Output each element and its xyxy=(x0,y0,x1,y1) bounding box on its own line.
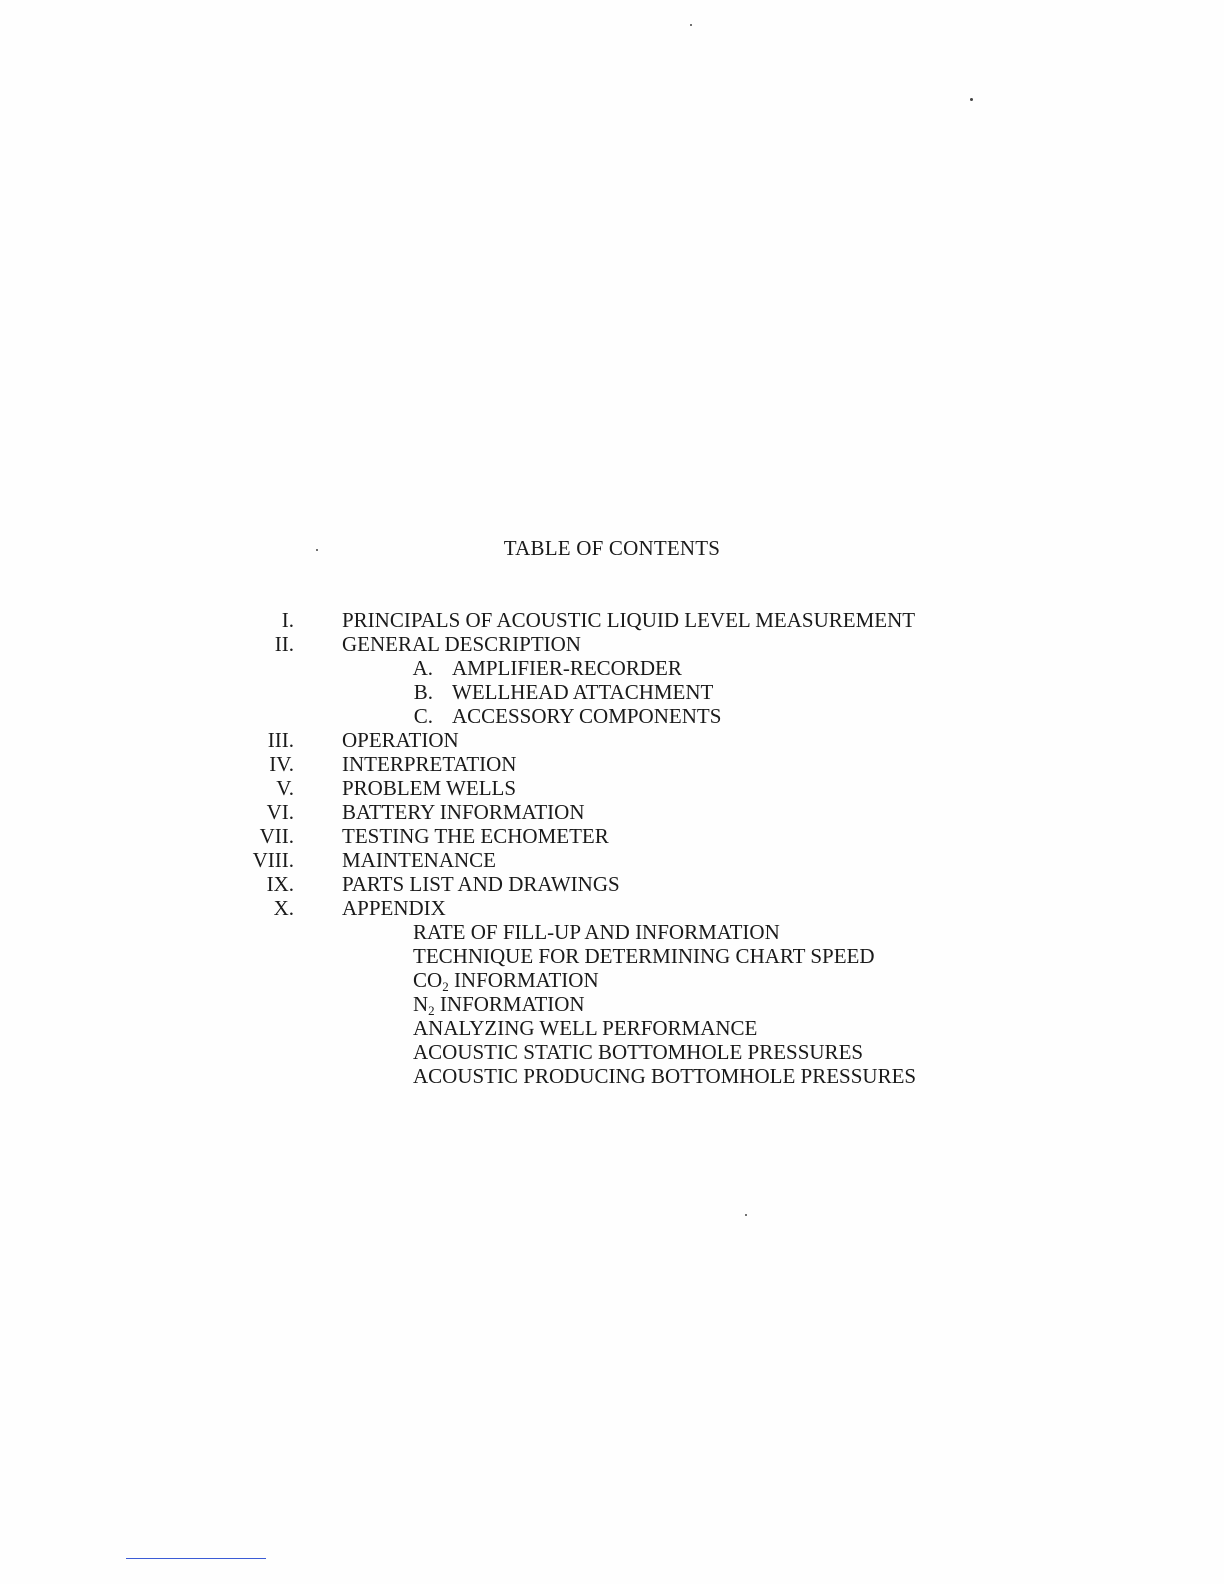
appendix-item-title: RATE OF FILL-UP AND INFORMATION xyxy=(413,920,780,944)
appendix-item-title: ANALYZING WELL PERFORMANCE xyxy=(413,1016,758,1040)
section-title: MAINTENANCE xyxy=(342,848,496,872)
subsection-letter: A. xyxy=(412,656,433,680)
appendix-item-title: TECHNIQUE FOR DETERMINING CHART SPEED xyxy=(413,944,875,968)
scan-speck xyxy=(970,98,973,101)
table-of-contents xyxy=(0,608,1224,1088)
section-numeral: VII. xyxy=(259,824,294,848)
subsection-letter: C. xyxy=(413,704,433,728)
appendix-item-title: ACOUSTIC STATIC BOTTOMHOLE PRESSURES xyxy=(413,1040,864,1064)
subsection-title: WELLHEAD ATTACHMENT xyxy=(452,680,714,704)
appendix-item xyxy=(0,1064,1224,1088)
toc-entry-2 xyxy=(0,632,1224,656)
section-numeral: VIII. xyxy=(252,848,294,872)
section-numeral: X. xyxy=(273,896,294,920)
toc-entry-6 xyxy=(0,800,1224,824)
footer-rule xyxy=(126,1558,266,1559)
section-title: INTERPRETATION xyxy=(342,752,517,776)
toc-entry-3 xyxy=(0,728,1224,752)
section-title: OPERATION xyxy=(342,728,459,752)
appendix-item xyxy=(0,1016,1224,1040)
toc-entry-1 xyxy=(0,608,1224,632)
section-title: GENERAL DESCRIPTION xyxy=(342,632,581,656)
subsection-title: ACCESSORY COMPONENTS xyxy=(452,704,722,728)
scan-speck xyxy=(745,1214,747,1216)
toc-entry-4 xyxy=(0,752,1224,776)
section-title: PRINCIPALS OF ACOUSTIC LIQUID LEVEL MEASUREMENT xyxy=(342,608,916,632)
section-title: PARTS LIST AND DRAWINGS xyxy=(342,872,620,896)
appendix-item xyxy=(0,1040,1224,1064)
chemical-formula-prefix: CO xyxy=(413,968,443,992)
toc-subentry-c xyxy=(0,704,1224,728)
section-numeral: II. xyxy=(274,632,294,656)
appendix-item xyxy=(0,968,1224,992)
toc-entry-10 xyxy=(0,896,1224,920)
section-numeral: III. xyxy=(267,728,294,752)
toc-entry-8 xyxy=(0,848,1224,872)
toc-subentry-a xyxy=(0,656,1224,680)
subsection-letter: B. xyxy=(413,680,433,704)
section-title: PROBLEM WELLS xyxy=(342,776,517,800)
appendix-item-label: INFORMATION xyxy=(434,992,585,1016)
toc-entry-7 xyxy=(0,824,1224,848)
chemical-formula-prefix: N xyxy=(413,992,429,1016)
appendix-item xyxy=(0,944,1224,968)
section-title: TESTING THE ECHOMETER xyxy=(342,824,609,848)
appendix-item-title: ACOUSTIC PRODUCING BOTTOMHOLE PRESSURES xyxy=(413,1064,917,1088)
toc-subentry-b xyxy=(0,680,1224,704)
section-title: BATTERY INFORMATION xyxy=(342,800,585,824)
appendix-item xyxy=(0,920,1224,944)
section-numeral: V. xyxy=(276,776,294,800)
appendix-item-label: INFORMATION xyxy=(448,968,599,992)
section-numeral: VI. xyxy=(266,800,294,824)
section-numeral: IV. xyxy=(269,752,294,776)
toc-entry-9 xyxy=(0,872,1224,896)
chemical-formula-subscript: 2 xyxy=(428,1003,435,1018)
page-title: TABLE OF CONTENTS xyxy=(503,536,721,560)
scan-speck xyxy=(316,549,318,551)
toc-entry-5 xyxy=(0,776,1224,800)
scan-speck xyxy=(690,24,692,26)
section-numeral: IX. xyxy=(266,872,294,896)
section-title: APPENDIX xyxy=(342,896,446,920)
subsection-title: AMPLIFIER-RECORDER xyxy=(452,656,682,680)
appendix-item xyxy=(0,992,1224,1016)
chemical-formula-subscript: 2 xyxy=(442,979,449,994)
section-numeral: I. xyxy=(281,608,294,632)
